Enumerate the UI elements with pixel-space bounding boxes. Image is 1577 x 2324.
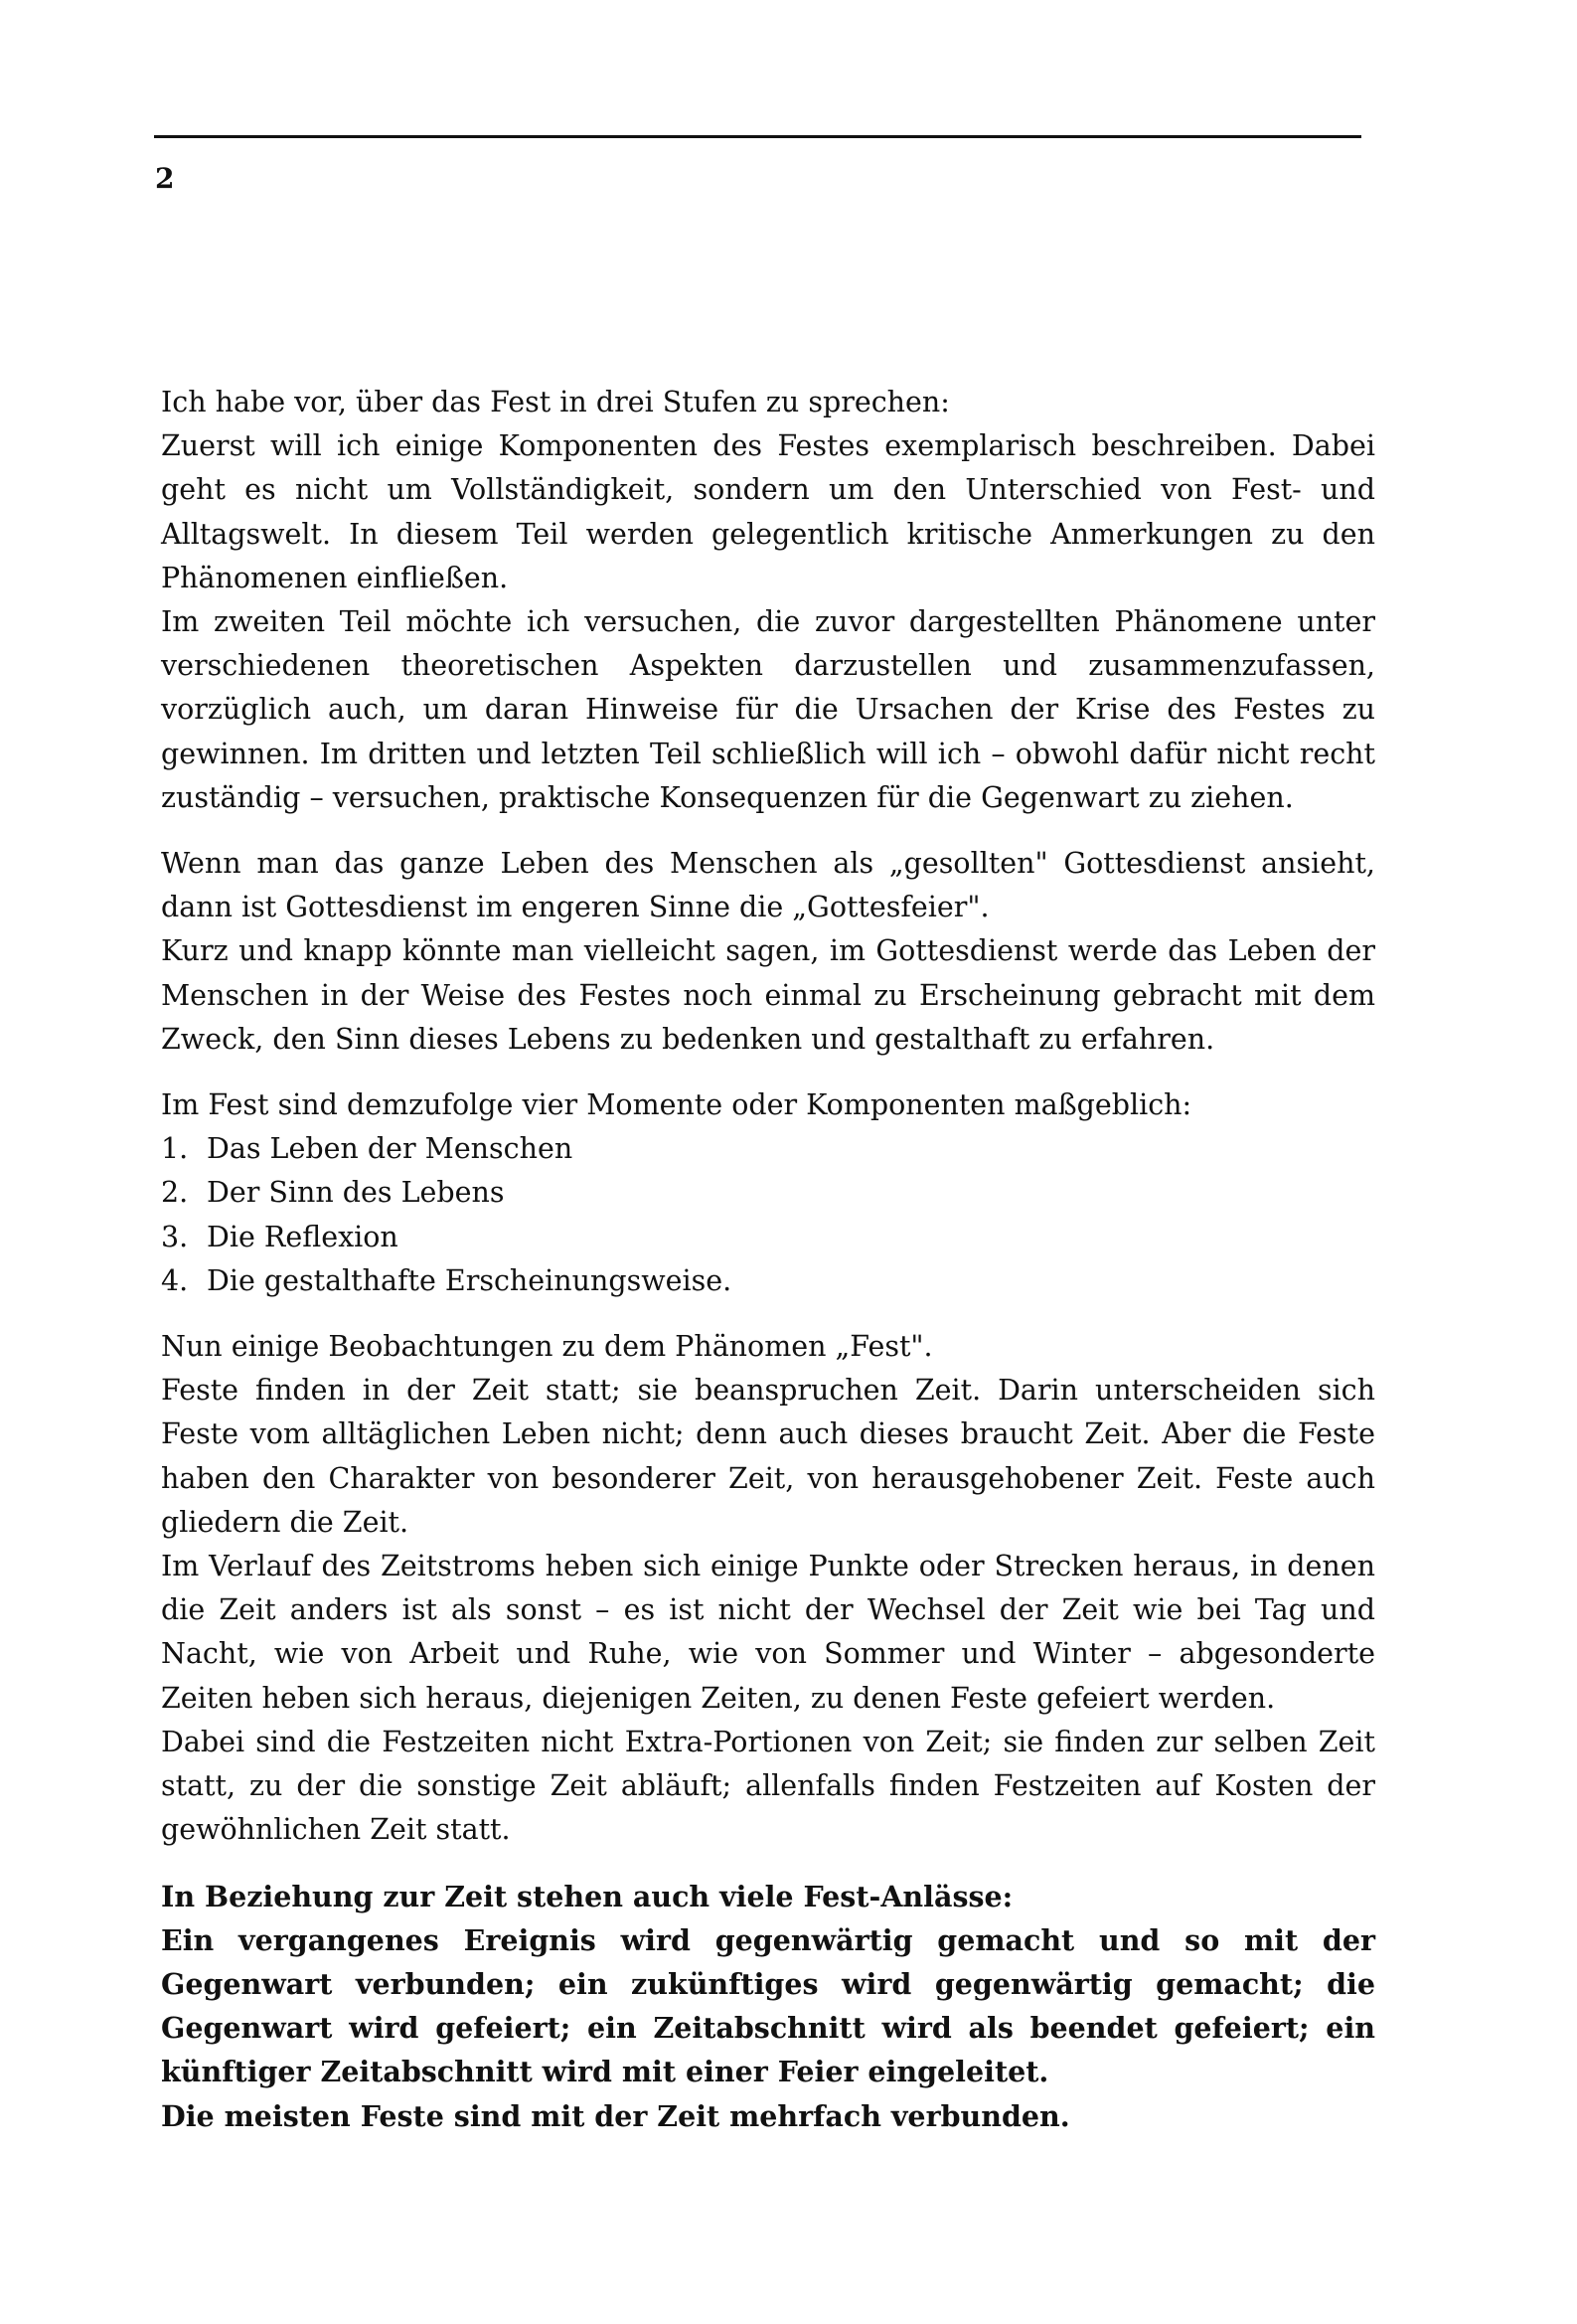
list-item bbox=[161, 1216, 1375, 1259]
page-body bbox=[161, 381, 1375, 2138]
paragraph: Im Verlauf des Zeitstroms heben sich einige Punkte oder Strecken heraus, in denen die Zeit anders ist als sonst – es ist nicht der Wechsel der Zeit wie bei Tag und Nacht, wie von Arbeit und Ruhe, wie von Sommer und Winter – abgesonderte Zeiten heben sich heraus, diejenigen Zeiten, zu denen Feste gefeiert werden. bbox=[161, 1550, 1375, 1715]
list-text: Der Sinn des Lebens bbox=[207, 1176, 505, 1210]
section-gottesdienst bbox=[161, 842, 1375, 1062]
paragraph: Dabei sind die Festzeiten nicht Extra-Portionen von Zeit; sie finden zur selben Zeit statt, zu der die sonstige Zeit abläuft; allenfalls finden Festzeiten auf Kosten der gewöhnlichen Zeit statt. bbox=[161, 1725, 1375, 1847]
list-number: 4. bbox=[161, 1263, 189, 1297]
paragraph: Ein vergangenes Ereignis wird gegenwärtig gemacht und so mit der Gegenwart verbunden; ein zukünftiges wird gegenwärtig gemacht; die Gegenwart wird gefeiert; ein Zeitabschnitt wird als beendet gefeiert; ein künftiger Zeitabschnitt wird mit einer Feier eingeleitet. bbox=[161, 1922, 1375, 2089]
paragraph: Die meisten Feste sind mit der Zeit mehrfach verbunden. bbox=[161, 2098, 1070, 2133]
paragraph: Im zweiten Teil möchte ich versuchen, die zuvor dargestellten Phänomene unter verschiedenen theoretischen Aspekten darzustellen und zusammenzufassen, vorzüglich auch, um daran Hinweise für die Ursachen der Krise des Festes zu gewinnen. Im dritten und letzten Teil schließlich will ich – obwohl dafür nicht recht zuständig – versuchen, praktische Konsequenzen für die Gegenwart zu ziehen. bbox=[161, 605, 1375, 814]
paragraph: In Beziehung zur Zeit stehen auch viele Fest-Anlässe: bbox=[161, 1879, 1014, 1913]
list-text: Die gestalthafte Erscheinungsweise. bbox=[207, 1263, 732, 1297]
list-text: Das Leben der Menschen bbox=[207, 1132, 573, 1166]
paragraph: Kurz und knapp könnte man vielleicht sagen, im Gottesdienst werde das Leben der Menschen in der Weise des Festes noch einmal zu Erscheinung gebracht mit dem Zweck, den Sinn dieses Lebens zu bedenken und gestalthaft zu erfahren. bbox=[161, 934, 1375, 1056]
paragraph: Ich habe vor, über das Fest in drei Stufen zu sprechen: bbox=[161, 386, 950, 418]
list-number: 3. bbox=[161, 1220, 189, 1253]
component-list bbox=[161, 1127, 1375, 1303]
section-fest-anlaesse bbox=[161, 1875, 1375, 2138]
list-number: 1. bbox=[161, 1132, 189, 1166]
list-item bbox=[161, 1127, 1375, 1171]
list-number: 2. bbox=[161, 1176, 189, 1210]
paragraph: Nun einige Beobachtungen zu dem Phänomen „Fest". bbox=[161, 1330, 933, 1364]
page-number: 2 bbox=[155, 162, 175, 195]
section-intro bbox=[161, 381, 1375, 820]
paragraph: Zuerst will ich einige Komponenten des Festes exemplarisch beschreiben. Dabei geht es nicht um Vollständigkeit, sondern um den Unterschied von Fest- und Alltagswelt. In diesem Teil werden gelegentlich kritische Anmerkungen zu den Phänomenen einfließen. bbox=[161, 429, 1375, 594]
paragraph: Wenn man das ganze Leben des Menschen als „gesollten" Gottesdienst ansieht, dann ist Gottesdienst im engeren Sinne die „Gottesfeier". bbox=[161, 847, 1375, 924]
paragraph: Im Fest sind demzufolge vier Momente oder Komponenten maßgeblich: bbox=[161, 1088, 1192, 1122]
header-rule bbox=[154, 135, 1361, 138]
paragraph: Feste finden in der Zeit statt; sie beanspruchen Zeit. Darin unterscheiden sich Feste vom alltäglichen Leben nicht; denn auch dieses braucht Zeit. Aber die Feste haben den Charakter von besonderer Zeit, von herausgehobener Zeit. Feste auch gliedern die Zeit. bbox=[161, 1374, 1375, 1539]
list-text: Die Reflexion bbox=[207, 1220, 398, 1253]
list-item bbox=[161, 1259, 1375, 1303]
section-komponenten bbox=[161, 1083, 1375, 1303]
list-item bbox=[161, 1171, 1375, 1215]
section-beobachtungen bbox=[161, 1325, 1375, 1852]
